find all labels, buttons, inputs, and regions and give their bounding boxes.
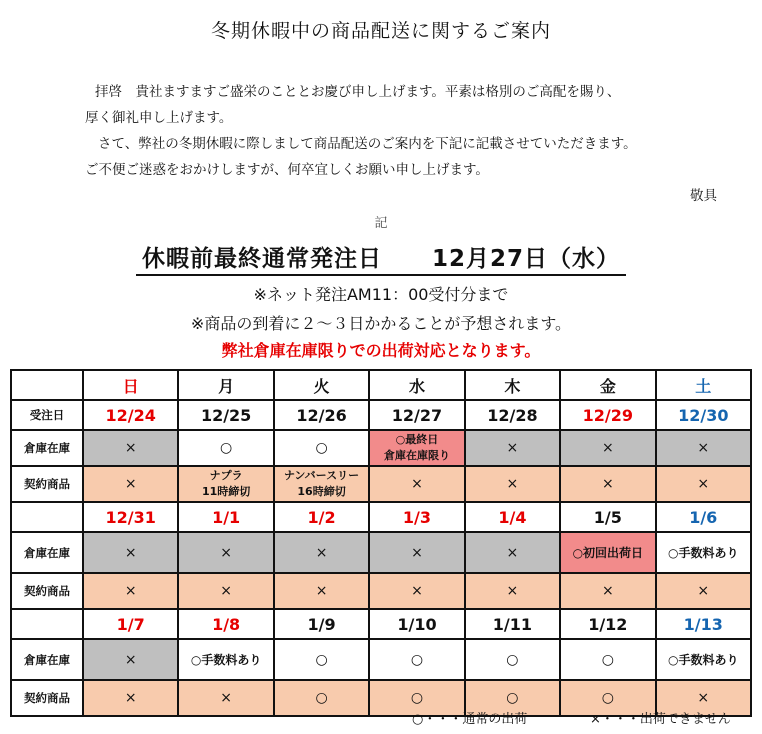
weekday-wed: 水: [369, 370, 464, 400]
date-cell: 1/8: [178, 609, 273, 639]
date-row-blank: [11, 502, 83, 532]
letter-line-4: ご不便ご迷惑をおかけしますが、何卒宜しくお願い申し上げます。: [85, 162, 489, 178]
contract-status-cell: ○: [274, 680, 369, 716]
stock-status-cell: ○: [560, 639, 655, 680]
contract-status-cell: ○: [369, 680, 464, 716]
week2-stock-row: [11, 532, 751, 573]
letter-line-2: 厚く御礼申し上げます。: [85, 110, 233, 126]
stock-status-cell: ×: [656, 430, 751, 466]
date-cell: 12/29: [560, 400, 655, 430]
header-blank-cell: [11, 370, 83, 400]
date-cell: 12/31: [83, 502, 178, 532]
date-cell: 1/2: [274, 502, 369, 532]
weekday-mon: 月: [178, 370, 273, 400]
contract-status-cell: ×: [465, 466, 560, 502]
stock-status-cell-first-shipping: ○初回出荷日: [560, 532, 655, 573]
contract-status-cell: ×: [83, 680, 178, 716]
date-cell: 1/12: [560, 609, 655, 639]
week2-date-row: [11, 502, 751, 532]
contract-label: 契約商品: [11, 680, 83, 716]
stock-label: 倉庫在庫: [11, 430, 83, 466]
shipping-calendar: [10, 369, 752, 717]
contract-status-cell: ×: [656, 466, 751, 502]
date-cell: 12/25: [178, 400, 273, 430]
document-title: 冬期休暇中の商品配送に関するご案内: [210, 20, 551, 42]
date-cell: 12/26: [274, 400, 369, 430]
weekday-sun: 日: [83, 370, 178, 400]
contract-deadline: 11時締切: [201, 485, 251, 498]
stock-status-cell: ×: [178, 532, 273, 573]
weekday-tue: 火: [274, 370, 369, 400]
contract-status-cell: ×: [560, 466, 655, 502]
date-cell: 1/13: [656, 609, 751, 639]
stock-status-cell: ○: [369, 639, 464, 680]
date-cell: 1/9: [274, 609, 369, 639]
legend-cross: ×・・・出荷できません: [590, 712, 731, 727]
stock-status-cell-fee: ○手数料あり: [656, 639, 751, 680]
contract-status-cell: ×: [274, 573, 369, 609]
contract-status-cell: ×: [465, 573, 560, 609]
date-cell: 12/24: [83, 400, 178, 430]
date-cell: 1/5: [560, 502, 655, 532]
stock-status-cell: ○: [274, 639, 369, 680]
stock-status-cell: ×: [465, 430, 560, 466]
letter-line-3: さて、弊社の冬期休暇に際しまして商品配送のご案内を下記に記載させていただきます。: [98, 136, 637, 152]
stock-status-cell: ○: [178, 430, 273, 466]
contract-label: 契約商品: [11, 573, 83, 609]
final-day-subtext: 倉庫在庫限り: [383, 449, 450, 462]
weekday-header-row: [11, 370, 751, 400]
week2-contract-row: [11, 573, 751, 609]
stock-status-cell-final-day: [369, 430, 464, 466]
contract-status-cell-number-three: [274, 466, 369, 502]
stock-status-cell: ○: [274, 430, 369, 466]
warning-text: 弊社倉庫在庫限りでの出荷対応となります。: [221, 341, 541, 360]
date-cell: 1/3: [369, 502, 464, 532]
contract-status-cell-napla: [178, 466, 273, 502]
week1-date-row: [11, 400, 751, 430]
note-arrival: ※商品の到着に２～３日かかることが予想されます。: [190, 314, 572, 333]
letter-closing: 敬具: [690, 188, 717, 204]
contract-status-cell: ×: [560, 573, 655, 609]
final-day-text: ○最終日: [395, 433, 439, 446]
stock-label: 倉庫在庫: [11, 639, 83, 680]
contract-label: 契約商品: [11, 466, 83, 502]
contract-status-cell: ×: [656, 680, 751, 716]
contract-status-cell: ×: [369, 573, 464, 609]
weekday-fri: 金: [560, 370, 655, 400]
week1-stock-row: [11, 430, 751, 466]
headline-label: 休暇前最終通常発注日: [141, 246, 382, 272]
stock-status-cell: ×: [465, 532, 560, 573]
headline-date: 12月27日（水）: [431, 246, 620, 272]
date-cell: 1/11: [465, 609, 560, 639]
date-cell: 12/28: [465, 400, 560, 430]
date-cell: 12/30: [656, 400, 751, 430]
weekday-thu: 木: [465, 370, 560, 400]
stock-status-cell: ×: [83, 430, 178, 466]
stock-status-cell-fee: ○手数料あり: [656, 532, 751, 573]
contract-brand: ナプラ: [209, 469, 243, 482]
contract-status-cell: ○: [560, 680, 655, 716]
date-cell: 12/27: [369, 400, 464, 430]
date-row-blank: [11, 609, 83, 639]
stock-status-cell: ×: [274, 532, 369, 573]
contract-status-cell: ×: [369, 466, 464, 502]
contract-status-cell: ×: [178, 680, 273, 716]
weekday-sat: 土: [656, 370, 751, 400]
date-cell: 1/6: [656, 502, 751, 532]
order-day-label: 受注日: [11, 400, 83, 430]
week3-stock-row: [11, 639, 751, 680]
stock-status-cell: ×: [83, 639, 178, 680]
contract-status-cell: ○: [465, 680, 560, 716]
week1-contract-row: [11, 466, 751, 502]
contract-status-cell: ×: [83, 573, 178, 609]
stock-status-cell: ×: [560, 430, 655, 466]
date-cell: 1/7: [83, 609, 178, 639]
contract-status-cell: ×: [83, 466, 178, 502]
contract-status-cell: ×: [656, 573, 751, 609]
stock-status-cell: ○: [465, 639, 560, 680]
stock-status-cell: ×: [83, 532, 178, 573]
contract-deadline: 16時締切: [297, 485, 346, 498]
ki-mark: 記: [374, 216, 388, 231]
date-cell: 1/4: [465, 502, 560, 532]
stock-status-cell: ×: [369, 532, 464, 573]
note-net-order: ※ネット発注AM11：00受付分まで: [253, 285, 509, 304]
week3-date-row: [11, 609, 751, 639]
contract-status-cell: ×: [178, 573, 273, 609]
stock-status-cell-fee: ○手数料あり: [178, 639, 273, 680]
date-cell: 1/10: [369, 609, 464, 639]
contract-brand: ナンバースリー: [283, 469, 360, 482]
stock-label: 倉庫在庫: [11, 532, 83, 573]
letter-line-1: 拝啓 貴社ますますご盛栄のこととお慶び申し上げます。平素は格別のご高配を賜り、: [95, 84, 621, 100]
date-cell: 1/1: [178, 502, 273, 532]
final-order-headline: [0, 240, 762, 276]
legend-circle: ○・・・通常の出荷: [412, 712, 528, 727]
